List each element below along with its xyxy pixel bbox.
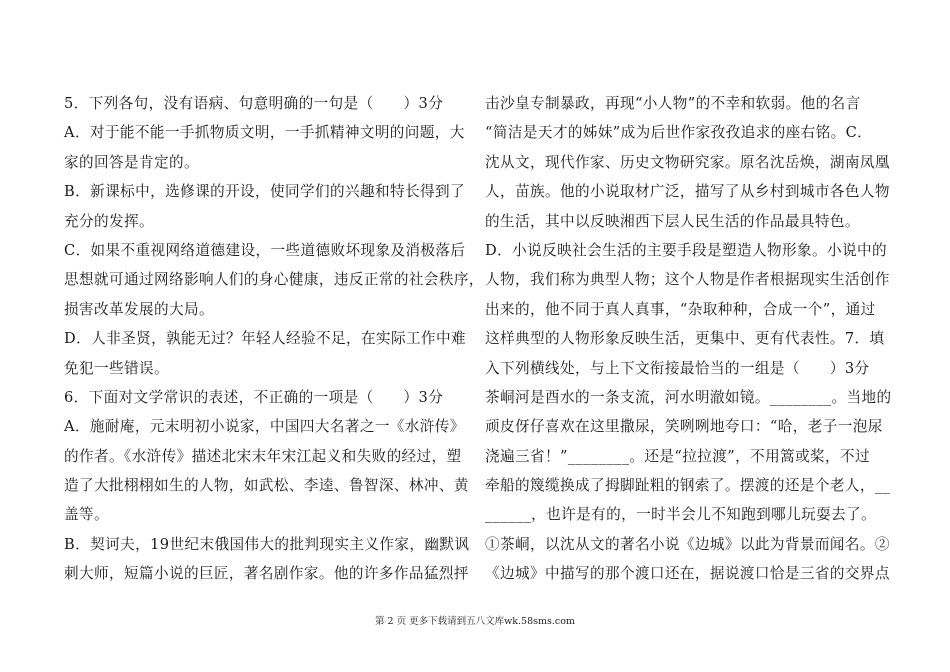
text-line: ①茶峒，以沈从文的著名小说《边城》以此为背景而闻名。②	[485, 535, 890, 553]
text-line: 牵船的篾缆换成了拇脚趾粗的钢索了。摆渡的还是个老人，__	[485, 477, 891, 495]
text-line: 充分的发挥。	[64, 212, 154, 230]
text-line: 入下列横线处，与上下文衔接最恰当的一组是（ ）3分	[485, 359, 870, 377]
text-line: 茶峒河是酉水的一条支流，河水明澈如镜。________。当地的	[485, 388, 892, 406]
left-column	[64, 89, 489, 589]
text-line: B．新课标中，选修课的开设，使同学们的兴趣和特长得到了	[64, 183, 465, 201]
text-line: 《边城》中描写的那个渡口还在，据说渡口恰是三省的交界点	[485, 565, 890, 583]
text-line: 损害改革发展的大局。	[64, 300, 214, 318]
text-line: 顽皮伢仔喜欢在这里撒尿，笑咧咧地夸口：“哈，老子一泡尿	[485, 418, 883, 436]
text-line: 造了大批栩栩如生的人物，如武松、李逵、鲁智深、林冲、黄	[64, 477, 469, 495]
text-line: 出来的，他不同于真人真事，“杂取种种，合成一个”，通过	[485, 300, 876, 318]
page-footer: 第 2 页 更多下载请到五八文库wk.58sms.com	[375, 616, 575, 627]
text-line: 人物，我们称为典型人物；这个人物是作者根据现实生活创作	[485, 271, 890, 289]
text-line: 家的回答是肯定的。	[64, 153, 199, 171]
text-line: 击沙皇专制暴政，再现“小人物”的不幸和软弱。他的名言	[485, 95, 861, 112]
text-line: 刺大师，短篇小说的巨匠，著名剧作家。他的许多作品猛烈抨	[64, 565, 469, 583]
text-line: D．人非圣贤，孰能无过？年轻人经验不足，在实际工作中难	[64, 330, 466, 348]
text-line: 的生活，其中以反映湘西下层人民生活的作品最具特色。	[485, 212, 860, 230]
text-line: 沈从文，现代作家、历史文物研究家。原名沈岳焕，湖南凤凰	[485, 153, 890, 171]
text-line: 人，苗族。他的小说取材广泛，描写了从乡村到城市各色人物	[485, 183, 890, 201]
text-line: 盖等。	[64, 506, 109, 524]
text-line: D．小说反映社会生活的主要手段是塑造人物形象。小说中的	[485, 241, 887, 259]
text-line: 免犯一些错误。	[64, 359, 169, 377]
text-line: C．如果不重视网络道德建设，一些道德败坏现象及消极落后	[64, 241, 466, 259]
text-line: B．契诃夫，19世纪末俄国伟大的批判现实主义作家，幽默讽	[64, 535, 470, 553]
text-line: 浇遍三省！”________。还是“拉拉渡”，不用篙或桨，不过	[485, 447, 871, 465]
text-line: ______，也许是有的，一时半会儿不知跑到哪儿玩耍去了。	[485, 506, 877, 524]
text-line: “简洁是天才的姊妹”成为后世作家孜孜追求的座右铭。C．	[485, 124, 873, 142]
text-line: 6．下面对文学常识的表述，不正确的一项是（ ）3分	[64, 388, 444, 406]
text-line: 这样典型的人物形象反映生活，更集中、更有代表性。7．填	[485, 330, 885, 348]
right-column	[485, 89, 910, 589]
text-line: 的作者。《水浒传》描述北宋末年宋江起义和失败的经过，塑	[64, 447, 462, 465]
text-line: 5．下列各句，没有语病、句意明确的一句是（ ）3分	[64, 95, 444, 112]
text-line: A．施耐庵，元末明初小说家，中国四大名著之一《水浒传》	[64, 418, 465, 436]
text-line: 思想就可通过网络影响人们的身心健康，违反正常的社会秩序，	[64, 271, 484, 289]
text-line: A．对于能不能一手抓物质文明，一手抓精神文明的问题，大	[64, 124, 465, 142]
